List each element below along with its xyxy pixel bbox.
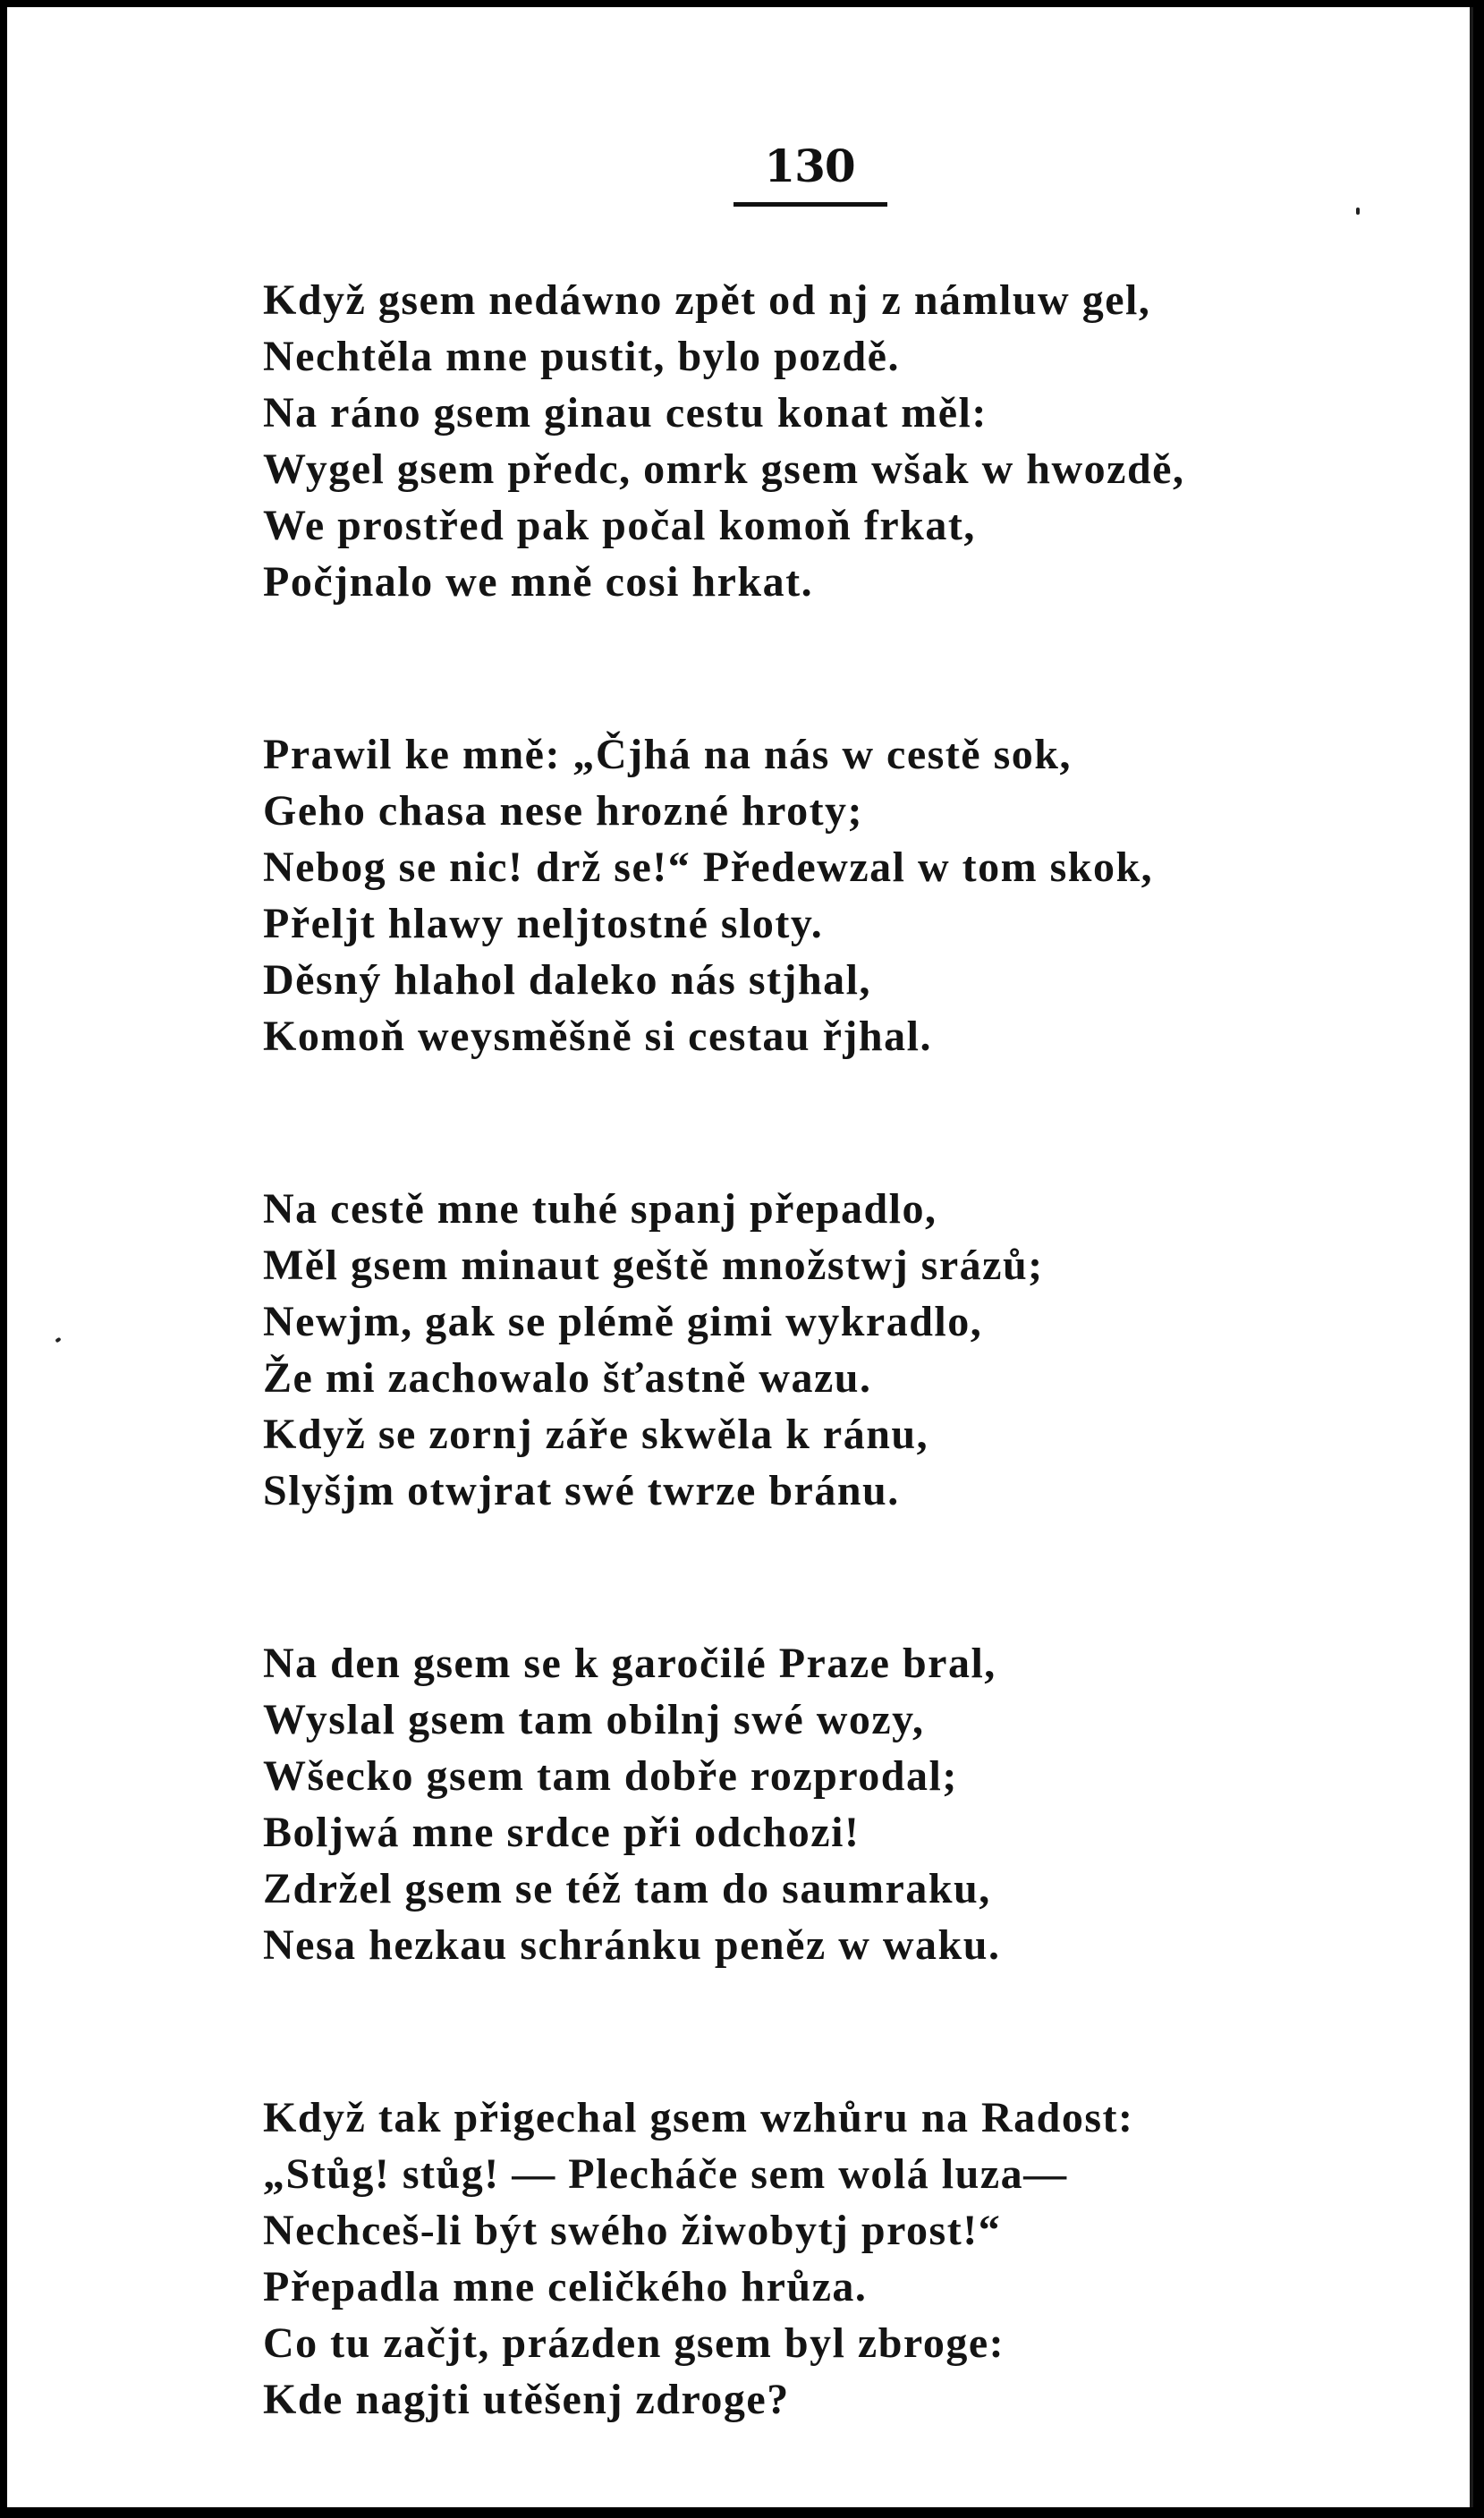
- poem-line: Nechtěla mne pustit, bylo pozdě.: [263, 333, 900, 380]
- poem-line: Boljwá mne srdce při odchozi!: [263, 1809, 861, 1856]
- poem-line: Na ráno gsem ginau cestu konat měl:: [263, 389, 988, 437]
- stanza-3: [263, 1181, 1426, 1519]
- book-page: [7, 7, 1473, 2507]
- ink-speck: [55, 1337, 61, 1344]
- stanza-1: [263, 272, 1426, 610]
- poem-line: Když se zornj záře skwěla k ránu,: [263, 1411, 929, 1458]
- page-number-rule: [734, 202, 887, 207]
- poem-line: Nesa hezkau schránku peněz w waku.: [263, 1921, 1001, 1969]
- poem-line: Wygel gsem předc, omrk gsem wšak w hwozdě,: [263, 445, 1185, 493]
- poem-line: Když tak přigechal gsem wzhůru na Radost:: [263, 2094, 1134, 2141]
- poem-line: We prostřed pak počal komoň frkat,: [263, 502, 976, 549]
- poem-line: Počjnalo we mně cosi hrkat.: [263, 558, 814, 606]
- poem-line: Komoň weysměšně si cestau řjhal.: [263, 1013, 932, 1060]
- stanza-2: [263, 726, 1426, 1064]
- poem-line: Na cestě mne tuhé spanj přepadlo,: [263, 1185, 937, 1233]
- poem-line: Co tu začjt, prázden gsem byl zbroge:: [263, 2319, 1005, 2367]
- poem-line: „Stůg! stůg! — Plecháče sem wolá luza—: [263, 2150, 1068, 2198]
- ink-speck: [1356, 208, 1360, 215]
- poem-line: Že mi zachowalo šťastně wazu.: [263, 1354, 872, 1402]
- page-edge-border: [1470, 7, 1473, 2507]
- poem-line: Prawil ke mně: „Čjhá na nás w cestě sok,: [263, 731, 1072, 778]
- page-number: 130: [764, 140, 855, 192]
- poem-line: Nechceš-li být swého žiwobytj prost!“: [263, 2207, 1002, 2254]
- stanza-4: [263, 1635, 1426, 1973]
- poem-line: Měl gsem minaut geště množstwj srázů;: [263, 1242, 1044, 1289]
- poem-line: Když gsem nedáwno zpět od nj z námluw gel,: [263, 276, 1151, 324]
- poem-line: Nebog se nic! drž se!“ Předewzal w tom skok,: [263, 844, 1154, 891]
- poem-line: Zdržel gsem se též tam do saumraku,: [263, 1865, 991, 1912]
- poem-line: Slyšjm otwjrat swé twrze bránu.: [263, 1467, 900, 1514]
- poem-line: Přeljt hlawy neljtostné sloty.: [263, 900, 824, 947]
- poem-line: Přepadla mne celičkého hrůza.: [263, 2263, 868, 2310]
- poem-line: Na den gsem se k garočilé Praze bral,: [263, 1640, 996, 1687]
- poem-line: Newjm, gak se plémě gimi wykradlo,: [263, 1298, 983, 1345]
- poem: [263, 272, 1426, 2507]
- poem-line: Wšecko gsem tam dobře rozprodal;: [263, 1752, 958, 1800]
- stanza-5: [263, 2090, 1426, 2428]
- poem-line: Kde nagjti utěšenj zdroge?: [263, 2376, 790, 2423]
- poem-line: Wyslal gsem tam obilnj swé wozy,: [263, 1696, 925, 1743]
- poem-line: Geho chasa nese hrozné hroty;: [263, 787, 864, 835]
- poem-line: Děsný hlahol daleko nás stjhal,: [263, 956, 871, 1004]
